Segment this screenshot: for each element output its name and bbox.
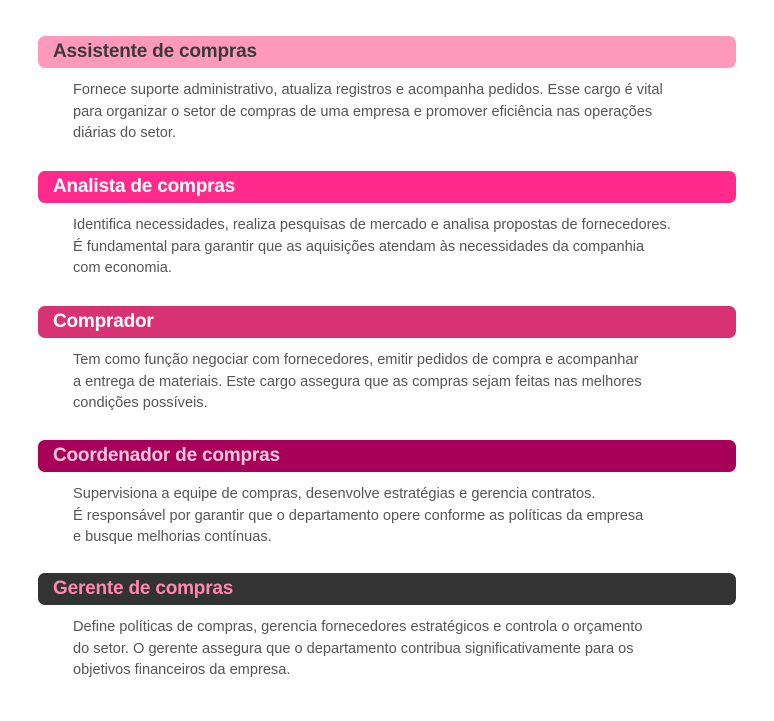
description-line: Define políticas de compras, gerencia fornecedores estratégicos e controla o orçamento xyxy=(73,619,643,635)
description-line: É responsável por garantir que o departamento opere conforme as políticas da empresa xyxy=(73,507,644,524)
role-title: Comprador xyxy=(38,306,736,338)
role-description xyxy=(73,350,736,415)
description-line: Supervisiona a equipe de compras, desenvolve estratégias e gerencia contratos. xyxy=(73,486,596,502)
description-line: a entrega de materiais. Este cargo assegura que as compras sejam feitas nas melhores xyxy=(73,373,642,390)
role-section-coordenador xyxy=(38,440,736,549)
role-title: Assistente de compras xyxy=(38,36,736,68)
description-line: É fundamental para garantir que as aquisições atendam às necessidades da companhia xyxy=(73,238,645,255)
description-line: para organizar o setor de compras de uma empresa e promover eficiência nas operações xyxy=(73,103,653,120)
role-title: Coordenador de compras xyxy=(38,440,736,472)
description-line: objetivos financeiros da empresa. xyxy=(73,662,291,678)
role-description xyxy=(73,484,736,549)
role-description xyxy=(73,215,736,280)
description-line: com economia. xyxy=(73,260,172,276)
description-line: diárias do setor. xyxy=(73,125,177,141)
description-line: e busque melhorias contínuas. xyxy=(73,529,272,545)
description-line: Identifica necessidades, realiza pesquisas de mercado e analisa propostas de fornecedores. xyxy=(73,217,671,233)
role-description xyxy=(73,617,736,682)
role-title: Gerente de compras xyxy=(38,573,736,605)
description-line: condições possíveis. xyxy=(73,395,208,411)
role-section-gerente xyxy=(38,573,736,682)
role-description xyxy=(73,80,736,145)
description-line: Tem como função negociar com fornecedores, emitir pedidos de compra e acompanhar xyxy=(73,352,639,368)
role-section-comprador xyxy=(38,306,736,415)
description-line: Fornece suporte administrativo, atualiza registros e acompanha pedidos. Esse cargo é vital xyxy=(73,82,663,98)
role-title: Analista de compras xyxy=(38,171,736,203)
role-section-analista xyxy=(38,171,736,280)
role-section-assistente xyxy=(38,36,736,145)
description-line: do setor. O gerente assegura que o departamento contribua significativamente para os xyxy=(73,640,634,657)
